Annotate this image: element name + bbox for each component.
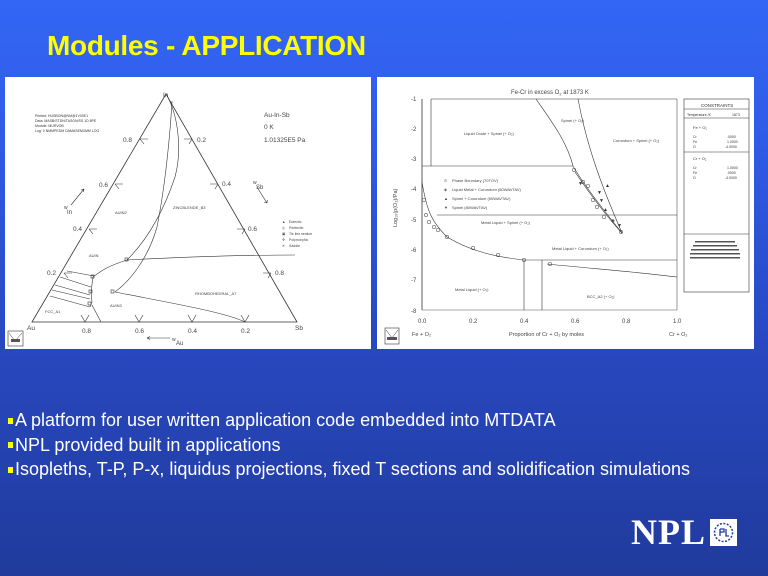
svg-text:1.0000: 1.0000 <box>727 166 738 170</box>
svg-text:w: w <box>253 180 257 186</box>
svg-text:0.4: 0.4 <box>188 328 198 335</box>
svg-text:-8: -8 <box>411 309 417 315</box>
y-axis-ticks <box>411 97 417 315</box>
svg-text:-5: -5 <box>411 218 417 224</box>
svg-text:-1: -1 <box>411 97 417 103</box>
vertex-sb: Sb <box>295 325 303 332</box>
svg-text:◈: ◈ <box>444 187 448 192</box>
svg-text:0.4: 0.4 <box>73 226 83 233</box>
svg-text:w: w <box>172 337 176 343</box>
svg-text:Module: MURVOB: Module: MURVOB <box>35 124 64 128</box>
svg-text:FCC_A1: FCC_A1 <box>45 309 61 314</box>
svg-text:0.2: 0.2 <box>241 328 251 335</box>
svg-text:Fe: Fe <box>693 171 698 175</box>
svg-text:Data: MASB/STDN/TASON/SS 1D 8P: Data: MASB/STDN/TASON/SS 1D 8PE <box>35 119 97 123</box>
svg-text:Eutectic: Eutectic <box>289 220 302 224</box>
npl-crest-icon <box>710 519 737 546</box>
bullet-text: A platform for user written application code embedded into MTDATA <box>15 410 556 430</box>
svg-text:Temperature /K: Temperature /K <box>687 113 711 117</box>
svg-text:1.0: 1.0 <box>673 319 682 325</box>
bullet-text: NPL provided built in applications <box>15 434 281 455</box>
mtdata-logo-icon <box>385 328 399 344</box>
svg-text:Log: 0 NMMPEDM DAMASENDMM LOG: Log: 0 NMMPEDM DAMASENDMM LOG <box>35 129 100 133</box>
svg-text:Liquid Oxide + Spinel (+ O₂): Liquid Oxide + Spinel (+ O₂) <box>464 131 514 136</box>
svg-text:Liquid Metal + Corundum (80WAV: Liquid Metal + Corundum (80WAVTAV) <box>452 187 521 192</box>
svg-text:▲: ▲ <box>605 183 610 189</box>
figure-header-text <box>35 114 99 133</box>
svg-text:ZINCBLENDE_B3: ZINCBLENDE_B3 <box>173 205 206 210</box>
bullet-text: Isopleths, T-P, P-x, liquidus projections, fixed T sections and solidification simulations <box>15 459 691 479</box>
svg-text:Spinel + Corundum (50WAVTAV): Spinel + Corundum (50WAVTAV) <box>452 196 511 201</box>
system-temperature: 0 K <box>264 124 274 131</box>
svg-text:Cr: Cr <box>693 166 697 170</box>
svg-text:Phase Boundary (70TOV): Phase Boundary (70TOV) <box>452 178 498 183</box>
fe-cr-diagram <box>377 77 754 349</box>
svg-text:Au: Au <box>176 341 184 347</box>
svg-text:⊙: ⊙ <box>444 178 448 183</box>
svg-text:O: O <box>693 145 696 149</box>
system-name: Au-In-Sb <box>264 112 290 119</box>
svg-text:0.6: 0.6 <box>99 182 109 189</box>
ternary-legend <box>282 220 312 248</box>
svg-text:-4.0000: -4.0000 <box>725 145 737 149</box>
svg-text:1873: 1873 <box>732 113 740 117</box>
svg-text:▲: ▲ <box>444 196 448 201</box>
bullet-square-icon <box>8 418 13 424</box>
svg-text:w: w <box>64 205 68 211</box>
chart-title: Fe-Cr in excess $O_2$ at 1873 K <box>511 90 589 97</box>
svg-text:0.0: 0.0 <box>418 319 427 325</box>
axis-arrows <box>71 187 267 340</box>
svg-text:RHOMBOHEDRAL_A7: RHOMBOHEDRAL_A7 <box>195 291 237 296</box>
svg-text:Sb: Sb <box>256 185 264 191</box>
svg-text:AUIN2: AUIN2 <box>115 210 127 215</box>
bullet-square-icon <box>8 442 13 448</box>
svg-text:1.0000: 1.0000 <box>727 140 738 144</box>
svg-text:0.6: 0.6 <box>248 226 258 233</box>
svg-text:▣: ▣ <box>282 232 286 236</box>
svg-text:Metal Liquid (+ O₂): Metal Liquid (+ O₂) <box>455 287 489 292</box>
svg-text:0.4: 0.4 <box>520 319 529 325</box>
svg-text:Fe: Fe <box>693 140 698 144</box>
svg-text:▼: ▼ <box>444 205 448 210</box>
svg-text:Saddle: Saddle <box>289 244 300 248</box>
svg-text:0.2: 0.2 <box>197 137 207 144</box>
svg-text:▲: ▲ <box>282 220 286 224</box>
svg-text:BCC_A2 (+ O₂): BCC_A2 (+ O₂) <box>587 294 615 299</box>
x-axis-label: Proportion of Cr + O₂ by moles <box>509 332 585 338</box>
svg-text:Fe + O₂: Fe + O₂ <box>693 125 707 130</box>
svg-text:Metal Liquid + Spinel (+ O₂): Metal Liquid + Spinel (+ O₂) <box>481 220 531 225</box>
svg-text:◈: ◈ <box>611 218 615 224</box>
svg-text:.0000: .0000 <box>727 171 736 175</box>
svg-text:▼: ▼ <box>578 181 583 187</box>
svg-text:0.8: 0.8 <box>275 270 285 277</box>
bullet-item <box>8 433 690 458</box>
svg-text:✕: ✕ <box>282 244 285 248</box>
svg-text:0.8: 0.8 <box>82 328 92 335</box>
svg-text:.0000: .0000 <box>727 135 736 139</box>
svg-text:▲: ▲ <box>603 207 608 213</box>
svg-text:AUIN: AUIN <box>89 253 99 258</box>
svg-text:Printed: HUSBON@NM@1V00E1: Printed: HUSBON@NM@1V00E1 <box>35 114 89 118</box>
constraints-box <box>684 99 749 292</box>
svg-text:Cr: Cr <box>693 135 697 139</box>
svg-text:0.2: 0.2 <box>469 319 478 325</box>
svg-text:Cr + O₂: Cr + O₂ <box>693 156 707 161</box>
chart-legend <box>444 178 522 210</box>
svg-text:◎: ◎ <box>282 226 286 230</box>
svg-text:0.2: 0.2 <box>47 270 57 277</box>
svg-text:▼: ▼ <box>617 223 622 229</box>
svg-text:-2: -2 <box>411 127 417 133</box>
npl-logo <box>631 512 737 552</box>
bullet-item <box>8 457 690 482</box>
x-right-label: Cr + O₂ <box>669 332 688 338</box>
svg-text:CONSTRAINTS: CONSTRAINTS <box>701 103 734 108</box>
svg-text:0.8: 0.8 <box>123 137 133 144</box>
svg-text:Corundum + Spinel (+ O₂): Corundum + Spinel (+ O₂) <box>613 138 660 143</box>
svg-text:Spinel (+ O₂): Spinel (+ O₂) <box>561 118 585 123</box>
svg-text:Tie line section: Tie line section <box>289 232 313 236</box>
svg-text:▼: ▼ <box>599 198 604 204</box>
svg-text:0.6: 0.6 <box>571 319 580 325</box>
svg-text:-7: -7 <box>411 278 417 284</box>
bullet-list <box>8 408 690 482</box>
ternary-diagram <box>5 77 371 349</box>
svg-text:In: In <box>67 210 73 216</box>
system-pressure: 1.01325E5 Pa <box>264 137 306 144</box>
svg-text:Peritectic: Peritectic <box>289 226 304 230</box>
svg-text:✣: ✣ <box>282 238 285 242</box>
svg-text:Metal Liquid + Corundum (+ O₂): Metal Liquid + Corundum (+ O₂) <box>552 246 609 251</box>
vertex-in: In <box>163 92 169 99</box>
svg-text:-6: -6 <box>411 248 417 254</box>
svg-text:Spinel (80WAVTAV): Spinel (80WAVTAV) <box>452 205 488 210</box>
svg-text:▼: ▼ <box>597 190 602 196</box>
svg-text:0.6: 0.6 <box>135 328 145 335</box>
ternary-diagram-panel <box>5 77 371 349</box>
slide-title: Modules - APPLICATION <box>47 30 366 61</box>
svg-text:Polymorphic: Polymorphic <box>289 238 309 242</box>
svg-text:-3: -3 <box>411 157 417 163</box>
vertex-au: Au <box>27 325 35 332</box>
svg-text:0.8: 0.8 <box>622 319 631 325</box>
fe-cr-diagram-panel <box>377 77 754 349</box>
mtdata-logo-icon <box>8 331 23 346</box>
bullet-square-icon <box>8 467 13 473</box>
bullet-item <box>8 408 690 433</box>
svg-text:O: O <box>693 176 696 180</box>
x-axis-ticks <box>418 319 682 325</box>
svg-text:-4.0000: -4.0000 <box>725 176 737 180</box>
npl-logo-text: NPL <box>631 512 706 552</box>
y-axis-label: Log₁₀(p(O₂)/Pa) <box>393 188 399 227</box>
svg-text:0.4: 0.4 <box>222 181 232 188</box>
x-left-label: Fe + O₂ <box>412 332 432 338</box>
svg-text:-4: -4 <box>411 187 417 193</box>
svg-text:AUIN3: AUIN3 <box>110 303 122 308</box>
